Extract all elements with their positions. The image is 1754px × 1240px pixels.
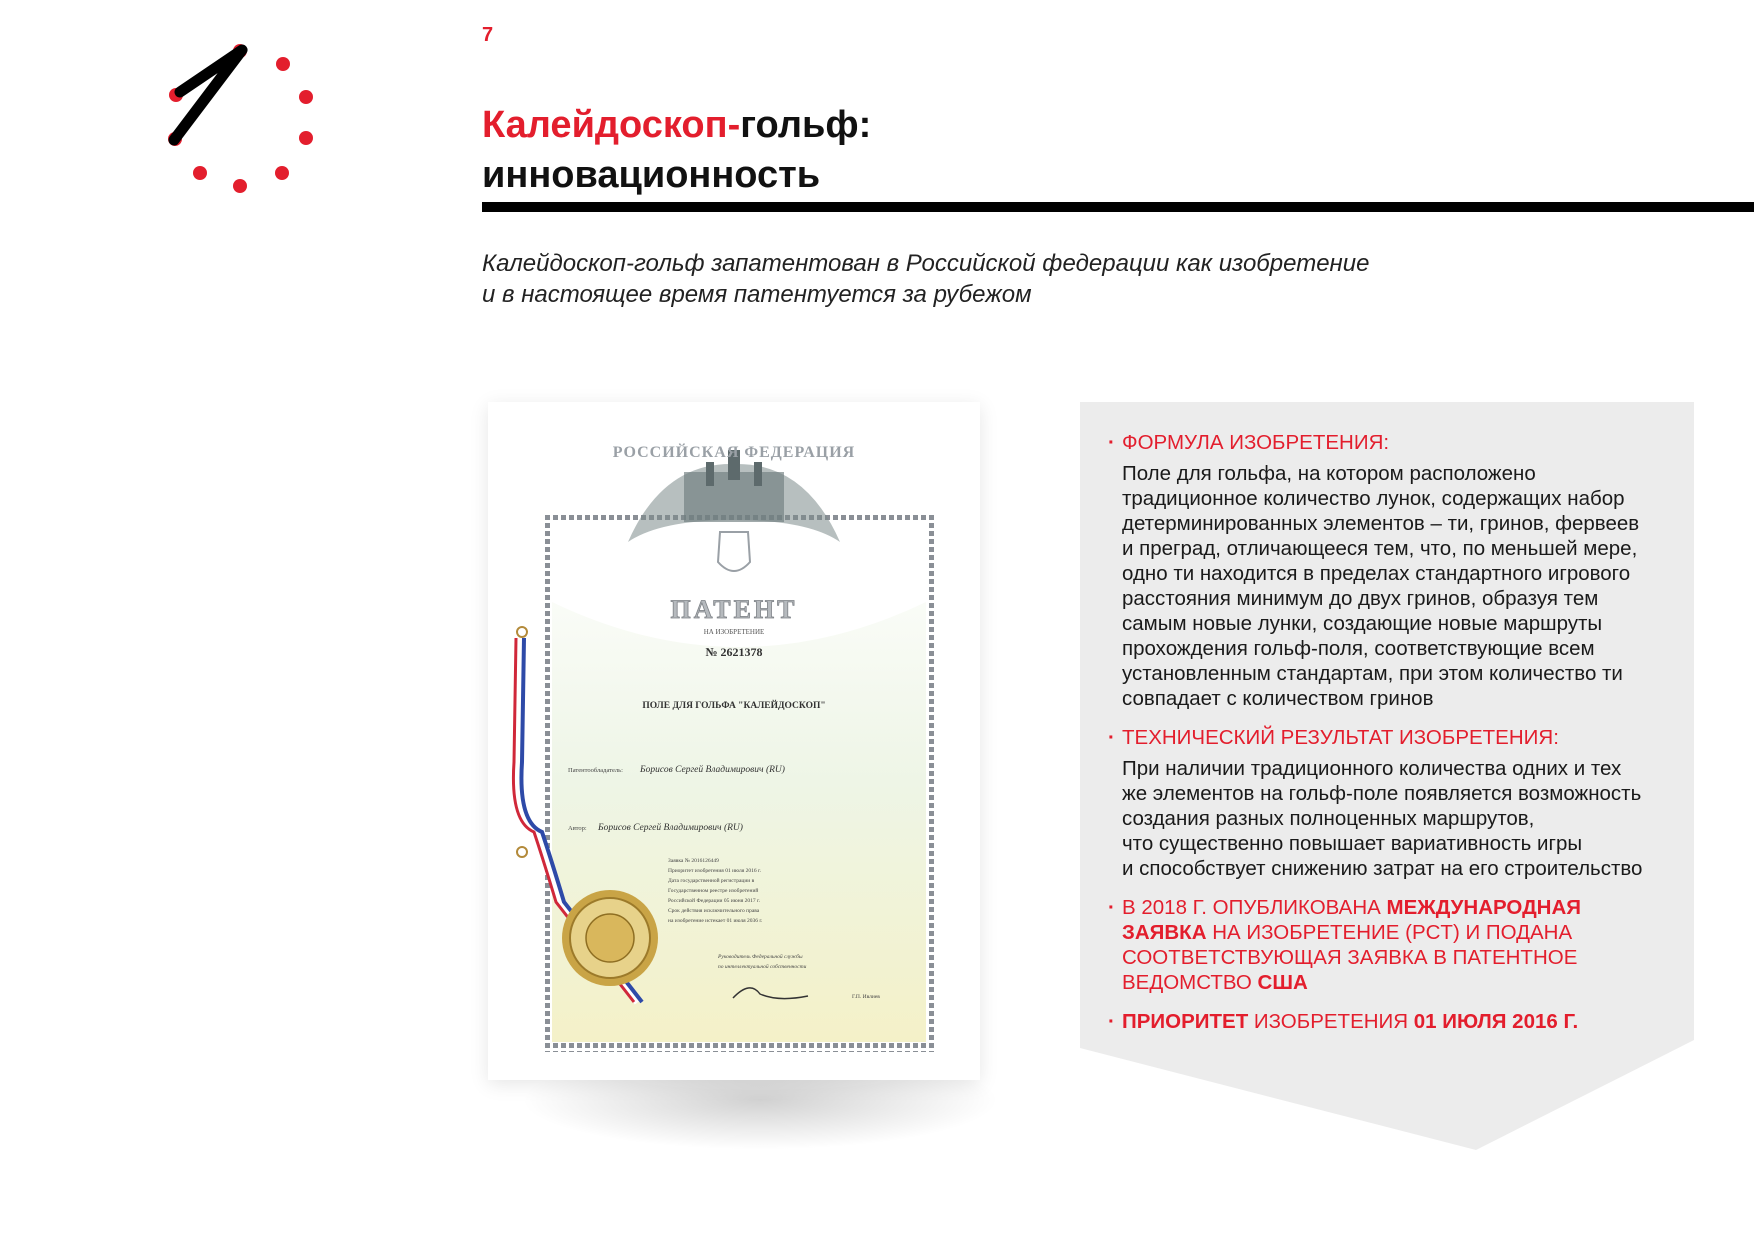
cert-signer-name: Г.П. Ивлиев bbox=[852, 994, 880, 1000]
priority-text-c: 01 ИЮЛЯ 2016 Г. bbox=[1413, 1010, 1579, 1033]
formula-line: самым новые лунки, создающие новые маршруты bbox=[1122, 612, 1603, 635]
cert-registration-2: Государственном реестре изобретений bbox=[668, 888, 759, 894]
page-subtitle bbox=[482, 248, 1482, 310]
cert-validity-2: на изобретение истекает 01 июля 2036 г. bbox=[668, 918, 763, 924]
section-priority bbox=[1110, 1009, 1684, 1034]
technical-result-line: что существенно повышает вариативность игры bbox=[1122, 832, 1583, 855]
cert-author: Борисов Сергей Владимирович (RU) bbox=[598, 823, 743, 833]
subtitle-line-2: и в настоящее время патентуется за рубежом bbox=[482, 281, 1032, 308]
title-divider bbox=[482, 202, 1754, 212]
formula-body bbox=[1110, 461, 1684, 711]
intl-text-e: СООТВЕТСТВУЮЩАЯ ЗАЯВКА В ПАТЕНТНОЕ bbox=[1122, 946, 1578, 969]
cert-doc-type: ПАТЕНТ bbox=[670, 595, 798, 624]
technical-result-body bbox=[1110, 756, 1684, 881]
technical-result-line: создания разных полноценных маршрутов, bbox=[1122, 807, 1535, 830]
cert-author-label: Автор: bbox=[568, 825, 587, 832]
cert-registration-3: Российской Федерации 05 июня 2017 г. bbox=[668, 898, 760, 904]
priority-text-a: ПРИОРИТЕТ bbox=[1122, 1010, 1249, 1033]
intl-text-c: ЗАЯВКА bbox=[1122, 921, 1207, 944]
cert-number: № 2621378 bbox=[705, 645, 763, 659]
intl-text-f: ВЕДОМСТВО bbox=[1122, 971, 1258, 994]
cert-country: РОССИЙСКАЯ ФЕДЕРАЦИЯ bbox=[612, 444, 856, 461]
intl-text-a: В 2018 Г. ОПУБЛИКОВАНА bbox=[1122, 896, 1387, 919]
cert-registration-1: Дата государственной регистрации в bbox=[668, 878, 755, 884]
cert-application: Заявка № 2016126449 bbox=[668, 858, 719, 864]
section-technical-result bbox=[1110, 725, 1684, 881]
formula-line: и преград, отличающееся тем, что, по меньшей мере, bbox=[1122, 537, 1638, 560]
cert-signer-title-2: по интеллектуальной собственности bbox=[718, 964, 807, 970]
section-formula bbox=[1110, 430, 1684, 711]
technical-result-heading: · ТЕХНИЧЕСКИЙ РЕЗУЛЬТАТ ИЗОБРЕТЕНИЯ: bbox=[1110, 725, 1684, 750]
cert-signer-title-1: Руководитель Федеральной службы bbox=[718, 954, 803, 960]
title-rest: гольф: bbox=[740, 104, 872, 146]
page-title bbox=[482, 100, 871, 200]
formula-heading: · ФОРМУЛА ИЗОБРЕТЕНИЯ: bbox=[1110, 430, 1684, 455]
company-logo bbox=[160, 40, 320, 200]
cert-validity-1: Срок действия исключительного права bbox=[668, 908, 760, 914]
subtitle-line-1: Калейдоскоп-гольф запатентован в Российской федерации как изобретение bbox=[482, 250, 1370, 277]
technical-result-line: и способствует снижению затрат на его строительство bbox=[1122, 857, 1643, 880]
page-number: 7 bbox=[482, 24, 494, 46]
formula-line: детерминированных элементов – ти, гринов, фервеев bbox=[1122, 512, 1640, 535]
formula-line: Поле для гольфа, на котором расположено bbox=[1122, 462, 1536, 485]
cert-doc-subtype: НА ИЗОБРЕТЕНИЕ bbox=[703, 628, 765, 636]
formula-line: установленным стандартам, при этом количество ти bbox=[1122, 662, 1623, 685]
cert-seal bbox=[562, 890, 658, 986]
technical-result-line: При наличии традиционного количества одних и тех bbox=[1122, 757, 1622, 780]
title-line-2: инновационность bbox=[482, 154, 821, 196]
formula-line: расстояния минимум до двух гринов, образуя тем bbox=[1122, 587, 1599, 610]
formula-line: прохождения гольф-поля, соответствующие всем bbox=[1122, 637, 1595, 660]
section-international-application bbox=[1110, 895, 1684, 995]
intl-text-g: США bbox=[1257, 971, 1308, 994]
cert-invention-name: ПОЛЕ ДЛЯ ГОЛЬФА "КАЛЕЙДОСКОП" bbox=[642, 701, 826, 711]
formula-line: одно ти находится в пределах стандартного игрового bbox=[1122, 562, 1631, 585]
patent-certificate-image bbox=[488, 402, 980, 1080]
patent-info-panel bbox=[1080, 402, 1694, 1150]
technical-result-line: же элементов на гольф-поле появляется возможность bbox=[1122, 782, 1642, 805]
cert-holder: Борисов Сергей Владимирович (RU) bbox=[640, 765, 785, 775]
cert-holder-label: Патентообладатель: bbox=[568, 767, 623, 774]
formula-line: совпадает с количеством гринов bbox=[1122, 687, 1434, 710]
intl-text-b: МЕЖДУНАРОДНАЯ bbox=[1386, 896, 1582, 919]
intl-text-d: НА ИЗОБРЕТЕНИЕ (PCT) И ПОДАНА bbox=[1206, 921, 1573, 944]
formula-line: традиционное количество лунок, содержащих набор bbox=[1122, 487, 1625, 510]
priority-text-b: ИЗОБРЕТЕНИЯ bbox=[1248, 1010, 1414, 1033]
cert-priority: Приоритет изобретения 01 июля 2016 г. bbox=[668, 868, 762, 874]
title-accent: Калейдоскоп- bbox=[482, 104, 741, 146]
